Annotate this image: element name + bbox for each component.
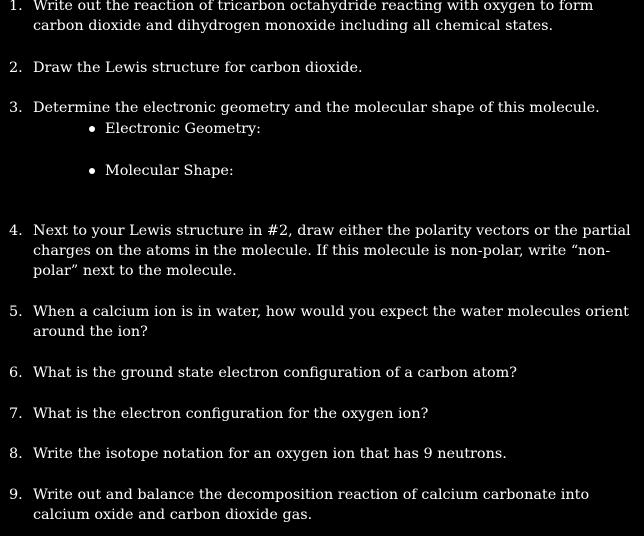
question-text: When a calcium ion is in water, how would you expect the water molecules orient around the ion?: [33, 304, 629, 340]
question-text: Next to your Lewis structure in #2, draw either the polarity vectors or the partial charges on the atoms in the molecule. If this molecule is non-polar, write “non-polar” next to the molecule.: [33, 223, 631, 279]
question-text: Write out and balance the decomposition reaction of calcium carbonate into calcium oxide and carbon dioxide gas.: [33, 487, 590, 523]
question-text: Write out the reaction of tricarbon octahydride reacting with oxygen to form carbon dioxide and dihydrogen monoxide including all chemical states.: [33, 0, 594, 34]
bullet-icon: [89, 168, 95, 174]
question-number: 1.: [9, 0, 23, 14]
question-number: 7.: [9, 406, 23, 422]
question-text: What is the electron configuration for the oxygen ion?: [33, 406, 429, 422]
sub-item-label: Electronic Geometry:: [105, 121, 261, 137]
question-text: Draw the Lewis structure for carbon dioxide.: [33, 60, 363, 76]
question-number: 9.: [9, 487, 23, 503]
question-text: Determine the electronic geometry and the molecular shape of this molecule.: [33, 100, 600, 116]
question-number: 8.: [9, 446, 23, 462]
question-number: 3.: [9, 100, 23, 116]
question-text: What is the ground state electron configuration of a carbon atom?: [33, 365, 518, 381]
question-number: 6.: [9, 365, 23, 381]
sub-item-label: Molecular Shape:: [105, 163, 234, 179]
question-number: 5.: [9, 304, 23, 320]
question-text: Write the isotope notation for an oxygen ion that has 9 neutrons.: [33, 446, 507, 462]
question-number: 4.: [9, 223, 23, 239]
bullet-icon: [89, 126, 95, 132]
question-number: 2.: [9, 60, 23, 76]
